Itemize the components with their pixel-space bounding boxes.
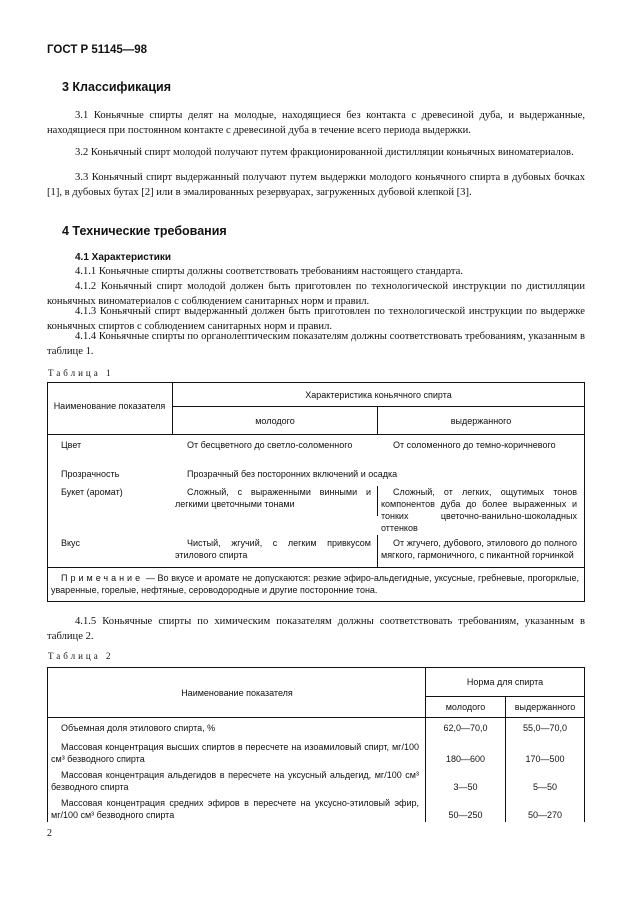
table-2-cell-aged: 5—50 [532, 782, 558, 792]
table-1 [47, 382, 585, 602]
section-3-title: 3 Классификация [62, 80, 172, 94]
table-1-cell-aged: От соломенного до темно-коричневого [393, 440, 556, 450]
table-2-cell-name: Массовая концентрация средних эфиров в пересчете на уксусно-этиловый эфир, мг/100 см³ безводного спирта [51, 798, 419, 820]
table-1-cell-aged: Сложный, от легких, ощутимых тонов компонентов дуба до более выраженных и тонких цветочно-ванильно-шоколадных оттенков [381, 487, 577, 533]
subsection-4-1-title: 4.1 Характеристики [75, 252, 172, 263]
note-text: — Во вкусе и аромате не допускаются: резкие эфиро-альдегидные, уксусные, гребневые, прогорклые, уваренные, горелые, нефтяные, сероводородные и другие посторонние тона. [51, 573, 579, 595]
table-2-cell-name: Массовая концентрация альдегидов в пересчете на уксусный альдегид, мг/100 см³ безводного спирта [51, 770, 419, 792]
paragraph-4-1-3: 4.1.3 Коньячный спирт выдержанный должен быть приготовлен по технологической инструкции по выдержке коньячных спиртов с соблюдением санитарных норм и правил. [47, 306, 585, 333]
table-1-header-young: молодого [255, 416, 295, 426]
section-4-title: 4 Технические требования [62, 224, 227, 238]
table-1-note [51, 572, 579, 596]
paragraph-4-1-1: 4.1.1 Коньячные спирты должны соответствовать требованиям настоящего стандарта. [75, 266, 464, 277]
table-2 [47, 667, 585, 822]
table-1-header-group: Характеристика коньячного спирта [305, 390, 452, 400]
table-2-cell-name: Объемная доля этилового спирта, % [61, 723, 216, 733]
table-2-cell-aged: 50—270 [527, 810, 563, 820]
table-2-cell-aged: 55,0—70,0 [522, 723, 568, 733]
table-1-cell-young: Чистый, жгучий, с легким привкусом этилового спирта [175, 538, 371, 560]
table-1-header-aged: выдержанного [450, 416, 512, 426]
table-1-cell-name: Цвет [61, 440, 82, 450]
table-2-cell-young: 3—50 [453, 782, 478, 792]
paragraph-3-2: 3.2 Коньячный спирт молодой получают путем фракционированной дистилляции коньячных виноматериалов. [75, 147, 574, 158]
table-1-cell-both: Прозрачный без посторонних включений и осадка [187, 469, 398, 479]
table-2-cell-aged: 170—500 [525, 754, 565, 764]
paragraph-3-3: 3.3 Коньячный спирт выдержанный получают путем выдержки молодого коньячного спирта в дубовых бочках [1], в дубовых бутах [2] или в эмалированных резервуарах, загруженных дубовой клепкой [3]. [47, 172, 585, 199]
paragraph-4-1-2: 4.1.2 Коньячный спирт молодой должен быть приготовлен по технологической инструкции по дистилляции коньячных виноматериалов с соблюдением санитарных норм и правил. [47, 281, 585, 308]
table-1-cell-young: Сложный, с выраженными винными и легкими цветочными тонами [175, 487, 371, 509]
table-2-header-name: Наименование показателя [181, 688, 293, 698]
paragraph-3-1: 3.1 Коньячные спирты делят на молодые, находящиеся без контакта с древесиной дуба, и выдержанные, находящиеся при постоянном контакте с древесиной дуба в течение всего периода выдержки. [47, 110, 585, 137]
table-2-caption: Таблица 2 [48, 651, 114, 661]
table-2-cell-name: Массовая концентрация высших спиртов в пересчете на изоамиловый спирт, мг/100 см³ безводного спирта [51, 742, 419, 764]
table-2-cell-young: 50—250 [448, 810, 483, 820]
table-1-caption: Таблица 1 [48, 368, 114, 378]
table-1-cell-aged: От жгучего, дубового, этилового до полного мягкого, гармоничного, с пикантной горчинкой [381, 538, 577, 560]
table-2-header-group: Норма для спирта [466, 677, 544, 687]
table-1-header-name: Наименование показателя [53, 401, 166, 411]
document-id: ГОСТ Р 51145—98 [47, 44, 148, 56]
table-1-cell-name: Вкус [61, 538, 80, 548]
table-2-header-aged: выдержанного [514, 702, 576, 712]
table-2-cell-young: 62,0—70,0 [443, 723, 488, 733]
table-2-header-young: молодого [445, 702, 486, 712]
page-number: 2 [47, 828, 52, 839]
table-2-cell-young: 180—600 [445, 754, 486, 764]
table-1-cell-young: От бесцветного до светло-соломенного [187, 440, 353, 450]
table-1-cell-name: Букет (аромат) [61, 487, 123, 497]
table-1-cell-name: Прозрачность [61, 469, 120, 479]
note-label: Примечание [61, 573, 144, 583]
paragraph-4-1-4: 4.1.4 Коньячные спирты по органолептическим показателям должны соответствовать требованиям, указанным в таблице 1. [47, 331, 585, 358]
paragraph-4-1-5: 4.1.5 Коньячные спирты по химическим показателям должны соответствовать требованиям, указанным в таблице 2. [47, 616, 585, 643]
